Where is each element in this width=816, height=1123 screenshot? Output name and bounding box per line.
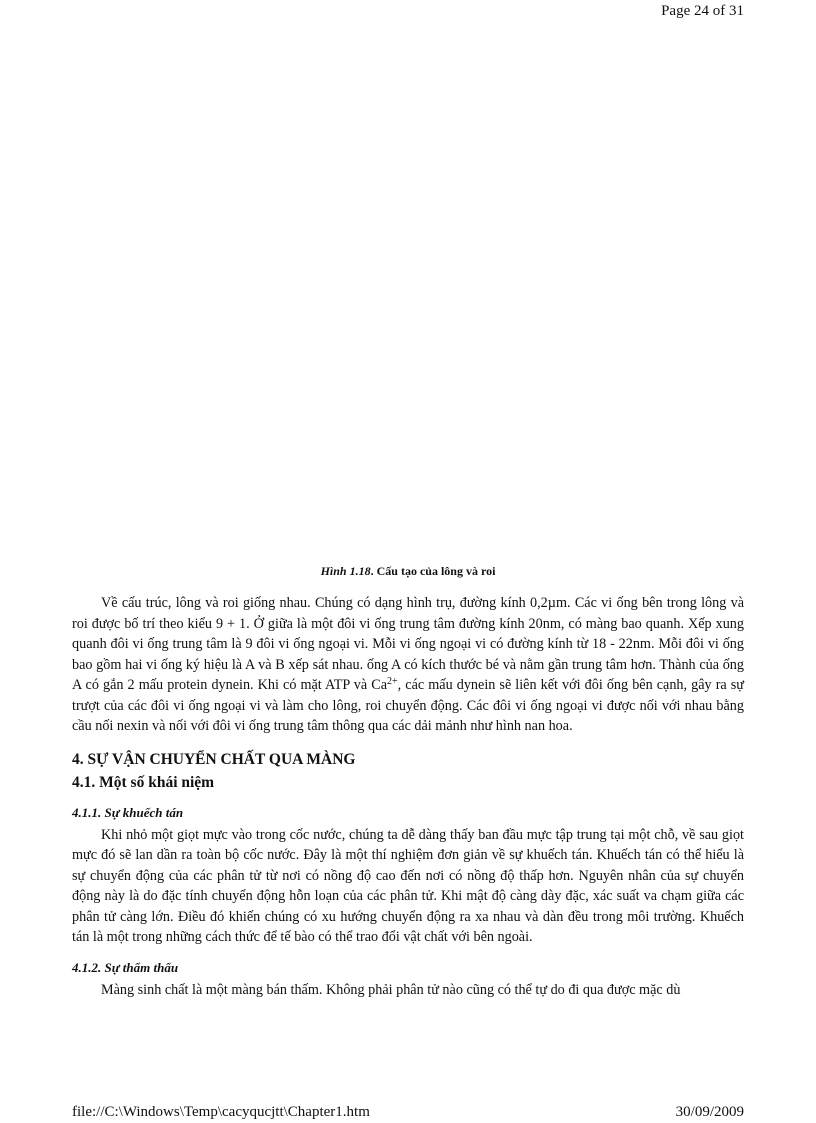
superscript-charge: 2+ <box>387 676 398 687</box>
subsubsection-heading-diffusion: 4.1.1. Sự khuếch tán <box>72 804 184 820</box>
page-number: Page 24 of 31 <box>661 3 744 19</box>
caption-text: . Cấu tạo của lông và roi <box>370 564 496 578</box>
footer-path: file://C:\Windows\Temp\cacyqucjtt\Chapter1.htm <box>72 1104 370 1120</box>
paragraph-osmosis: Màng sinh chất là một màng bán thấm. Không phải phân tử nào cũng có thể tự do đi qua được mặc dù <box>101 981 681 998</box>
paragraph-cilia-structure <box>72 593 744 737</box>
caption-label: Hình 1.18 <box>320 564 371 578</box>
footer-date: 30/09/2009 <box>675 1104 744 1120</box>
page-content <box>72 593 744 1000</box>
paragraph-text: Về cấu trúc, lông và roi giống nhau. Chúng có dạng hình trụ, đường kính 0,2µm. Các vi ống bên trong lông và roi được bố trí theo kiểu 9 + 1. Ở giữa là một đôi vi ống trung tâm đường kính 20nm, có màng bao quanh. Xếp xung quanh đôi vi ống trung tâm là 9 đôi vi ống ngoại vi. Mỗi vi ống ngoại vi có đường kính từ 18 - 22nm. Mỗi đôi vi ống bao gồm hai vi ống ký hiệu là A và B xếp sát nhau. ống A có kích thước bé và nằm gần trung tâm hơn. Thành của ống A có gắn 2 mấu protein dynein. Khi có mặt ATP và Ca <box>72 595 744 693</box>
section-heading: 4. SỰ VẬN CHUYỂN CHẤT QUA MÀNG <box>72 750 356 768</box>
paragraph-text-cont: , các mấu dynein sẽ liên kết với đôi ống bên cạnh, gây ra sự trượt của các đôi vi ống ngoại vi và làm cho lông, roi chuyển động. Các đôi vi ống ngoại vi được nối với nhau bằng cầu nối nexin và nối với đôi vi ống trung tâm thông qua các dải mảnh như hình nan hoa. <box>72 677 744 734</box>
subsubsection-heading-osmosis: 4.1.2. Sự thẩm thấu <box>72 959 179 975</box>
paragraph-diffusion: Khi nhỏ một giọt mực vào trong cốc nước, chúng ta dễ dàng thấy ban đầu mực tập trung tại một chỗ, về sau giọt mực đó sẽ lan dần ra toàn bộ cốc nước. Đây là một thí nghiệm đơn giản về sự khuếch tán. Khuếch tán có thể hiểu là sự chuyển động của các phân tử từ nơi có nồng độ cao đến nơi có nồng độ thấp hơn. Nguyên nhân của sự chuyển động này là do đặc tính chuyển động hỗn loạn của các phân tử. Khi mật độ càng dày đặc, xác suất va chạm giữa các phân tử càng lớn. Điều đó khiến chúng có xu hướng chuyển động ra xa nhau và dàn đều trong môi trường. Khuếch tán là một trong những cách thức để tế bào có thể trao đổi vật chất với bên ngoài. <box>72 826 744 945</box>
figure-caption <box>0 564 816 579</box>
subsection-heading: 4.1. Một số khái niệm <box>72 773 215 791</box>
